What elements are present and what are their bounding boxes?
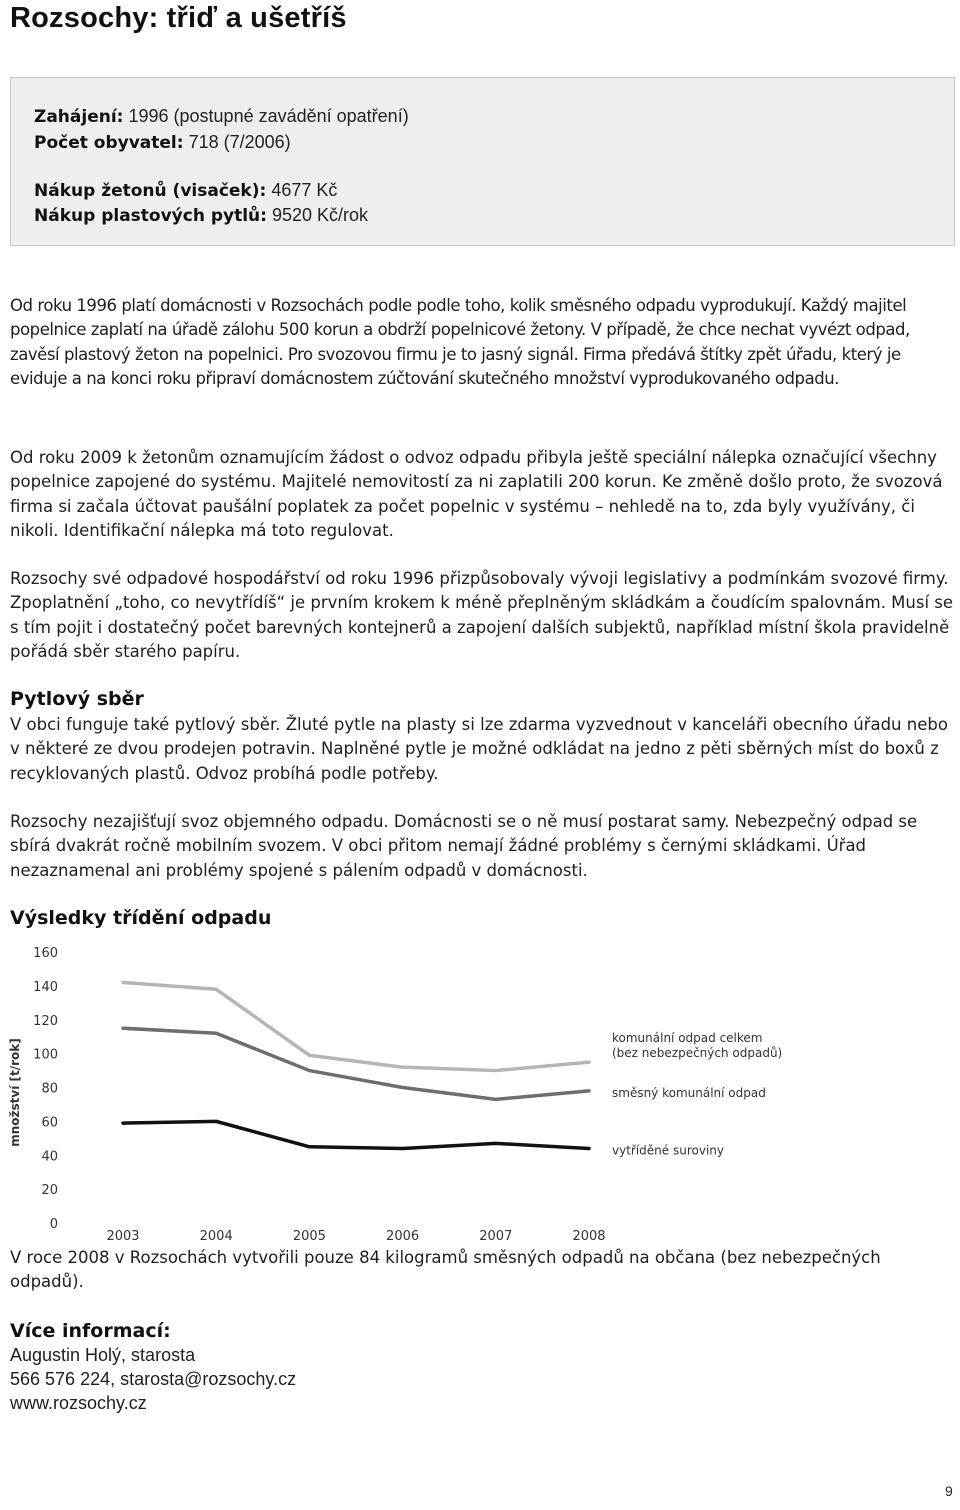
page-title: Rozsochy: třiď a ušetříš [10,2,347,34]
contact-name: Augustin Holý, starosta [10,1345,196,1365]
legend-label-1-sub: (bez nebezpečných odpadů) [612,1046,783,1061]
more-info-heading: Více informací: [10,1320,171,1342]
waste-chart [0,940,800,1250]
x-tick-label: 2005 [292,1229,326,1244]
legend-label-2: směsný komunální odpad [612,1085,766,1100]
series-line-2 [123,1028,589,1099]
start-label: Zahájení: [34,107,124,127]
results-heading: Výsledky třídění odpadu [10,907,272,929]
contact-website[interactable]: www.rozsochy.cz [10,1393,147,1413]
y-tick-label: 160 [33,946,58,961]
series-line-3 [123,1121,589,1148]
paragraph-sticker: Od roku 2009 k žetonům oznamujícím žádost o odvoz odpadu přibyla ještě speciální nálepka označující všechny popelnice zapojené do systému. Majitelé nemovitostí za ni zaplatili 200 korun. Ke změně došlo proto, že svozová firma si začala účtovat paušální poplatek za počet popelnic v systému – nehledě na to, zda byly využívány, či nikoli. Identifikační nálepka má toto regulovat. [10,448,943,540]
bags-line [34,205,368,226]
series-line-1 [123,982,589,1070]
start-line [34,106,409,127]
paragraph-intro: Od roku 1996 platí domácnosti v Rozsochách podle podle toho, kolik směsného odpadu vyprodukují. Každý majitel popelnice zaplatí na úřadě zálohu 500 korun a obdrží popelnicové žetony. V případě, že chce nechat vyvézt odpad, zavěsí plastový žeton na popelnici. Pro svozovou firmu je to jasný signál. Firma předává štítky zpět úřadu, který je eviduje a na konci roku připraví domácnostem zúčtování skutečného množství vyprodukovaného odpadu. [10,296,910,388]
x-tick-label: 2004 [199,1229,233,1244]
y-tick-label: 0 [49,1217,58,1232]
legend-label-3: vytříděné suroviny [612,1143,724,1158]
bag-collection-heading: Pytlový sběr [10,688,144,710]
page-number: 9 [945,1483,953,1499]
tokens-label: Nákup žetonů (visaček): [34,181,267,201]
paragraph-result-2008: V roce 2008 v Rozsochách vytvořili pouze 84 kilogramů směsných odpadů na občana (bez nebezpečných odpadů). [10,1248,881,1292]
bags-value: 9520 Kč/rok [271,205,369,225]
info-box [10,77,955,246]
paragraph-bulky-waste: Rozsochy nezajišťují svoz objemného odpadu. Domácnosti se o ně musí postarat samy. Nebezpečný odpad se sbírá dvakrát ročně mobilním svozem. V obci přitom nemají žádné problémy s černými skládkami. Úřad nezaznamenal ani problémy spojené s pálením odpadů v domácnosti. [10,812,918,880]
paragraph-legislation: Rozsochy své odpadové hospodářství od roku 1996 přizpůsobovaly vývoji legislativy a podmínkám svozové firmy. Zpoplatnění „toho, co nevytřídíš“ je prvním krokem k méně přeplněným skládkám a čoudícím spalovnám. Musí se s tím pojit i dostatečný počet barevných kontejnerů a zapojení dalších subjektů, například místní škola pravidelně pořádá sběr starého papíru. [10,569,954,661]
y-tick-label: 80 [41,1081,58,1097]
x-tick-label: 2008 [572,1229,606,1244]
y-tick-label: 60 [41,1115,58,1131]
start-value: 1996 (postupné zavádění opatření) [128,106,409,126]
population-line [34,132,291,153]
y-tick-label: 120 [33,1013,58,1029]
y-axis-label: množství [t/rok] [8,1038,22,1147]
x-tick-label: 2003 [106,1229,140,1244]
y-tick-label: 20 [41,1183,58,1199]
tokens-line [34,180,337,201]
population-label: Počet obyvatel: [34,133,184,153]
x-tick-label: 2007 [479,1229,513,1244]
x-tick-label: 2006 [386,1229,420,1244]
bags-label: Nákup plastových pytlů: [34,206,267,226]
y-tick-label: 140 [33,979,58,995]
population-value: 718 (7/2006) [188,132,291,152]
legend-label-1: komunální odpad celkem [612,1031,763,1046]
tokens-value: 4677 Kč [271,180,338,200]
y-tick-label: 100 [33,1047,58,1063]
paragraph-bags: V obci funguje také pytlový sběr. Žluté pytle na plasty si lze zdarma vyzvednout v kanceláři obecního úřadu nebo v některé ze dvou prodejen potravin. Naplněné pytle je možné odkládat na jedno z pěti sběrných míst do boxů z recyklovaných plastů. Odvoz probíhá podle potřeby. [10,715,948,783]
contact-phone-email: 566 576 224, starosta@rozsochy.cz [10,1369,297,1389]
y-tick-label: 40 [41,1149,58,1165]
